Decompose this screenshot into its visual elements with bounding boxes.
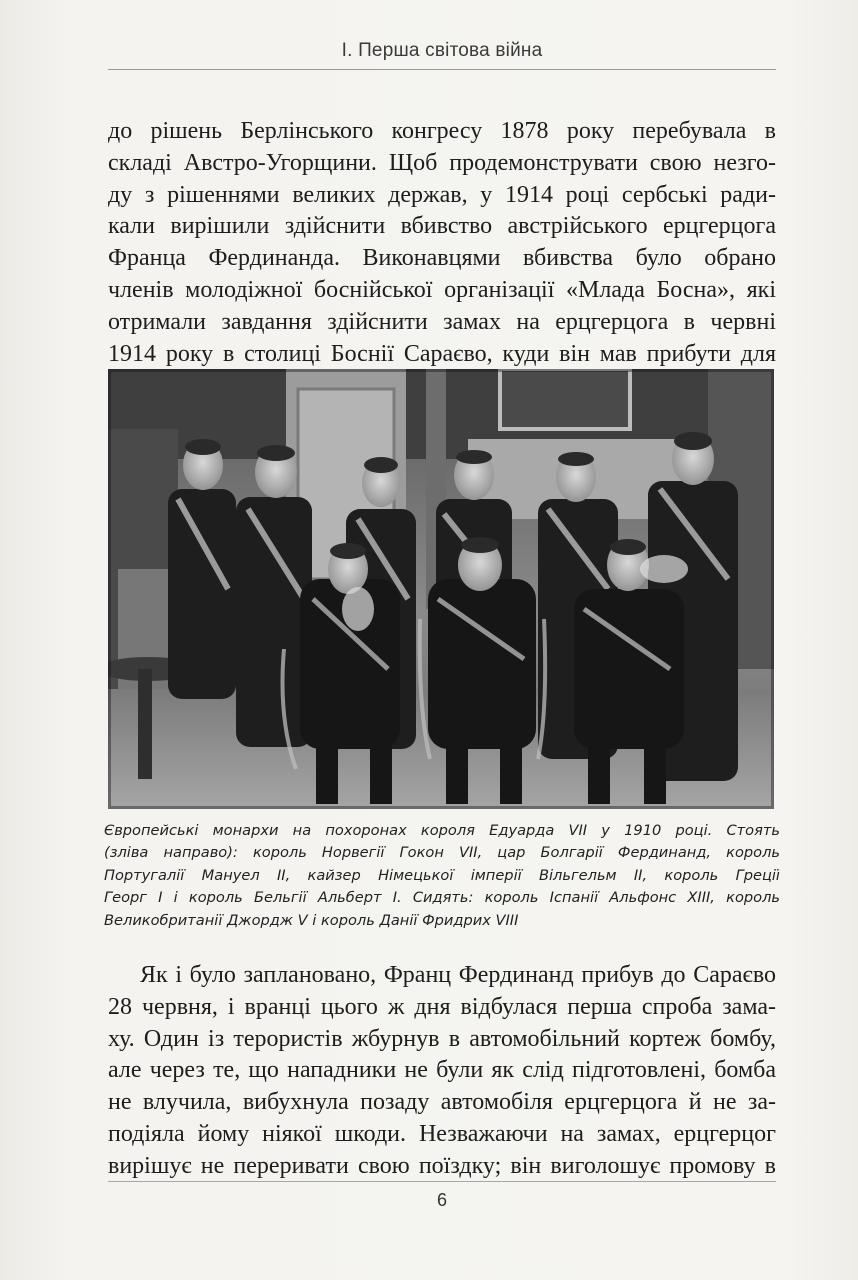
text-line: членів молодіжної боснійської організації «Млада Босна», які [108,276,776,303]
text-line: вирішує не переривати свою поїздку; він виголошує промову в [108,1152,776,1179]
text-line: 1914 року в столиці Боснії Сараєво, куди він мав прибути для [108,340,776,367]
text-line: подіяла йому ніякої шкоди. Незважаючи на замах, ерцгерцог [108,1120,776,1147]
historical-photo [108,369,774,809]
caption-line: Португалії Мануел II, кайзер Німецької імперії Вільгельм II, король Греції [104,866,780,884]
text-line: ху. Один із терористів жбурнув в автомобільний кортеж бомбу, [108,1025,776,1052]
text-line: до рішень Берлінського конгресу 1878 року перебувала в [108,118,776,144]
text-line: отримали завдання здійснити замах на ерцгерцога в червні [108,308,776,335]
caption-line: Європейські монархи на похоронах короля Едуарда VII у 1910 році. Стоять [104,822,780,839]
page-number: 6 [436,1190,447,1210]
running-head-title: I. Перша світова війна [341,40,543,61]
text-line: кали вирішили здійснити вбивство австрійського ерцгерцога [108,213,776,240]
footer-divider [108,1181,776,1182]
text-line: ду з рішеннями великих держав, у 1914 році сербські ради- [108,181,776,208]
caption-line: Георг I і король Бельгії Альберт I. Сидять: король Іспанії Альфонс XIII, король [104,889,780,907]
header-divider [108,69,776,70]
text-line: але через те, що нападники не були як слід підготовлені, бомба [108,1057,776,1084]
paragraph-2 [108,960,776,1183]
text-line: 28 червня, і вранці цього ж дня відбулася перша спроба зама- [108,993,776,1020]
monarchs-photo-illustration [108,369,774,809]
text-line: Як і було заплановано, Франц Фердинанд прибув до Сараєво [140,962,776,988]
caption-line: (зліва направо): король Норвегії Гокон VII, цар Болгарії Фердинанд, король [104,844,780,862]
text-line: складі Австро-Угорщини. Щоб продемонструвати свою незго- [108,149,776,176]
text-line: не влучила, вибухнула позаду автомобіля ерцгерцога й не за- [108,1089,776,1116]
photo-caption [104,820,780,932]
text-line: Франца Фердинанда. Виконавцями вбивства було обрано [108,245,776,272]
caption-line: Великобританії Джордж V і король Данії Фридрих VIII [104,911,519,929]
paragraph-1 [108,116,776,402]
